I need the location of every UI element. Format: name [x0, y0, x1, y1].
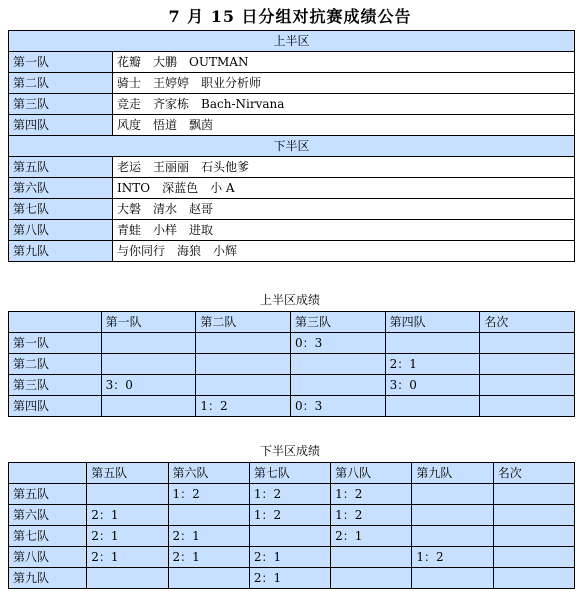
score-cell: [196, 375, 291, 396]
score-cell: [196, 354, 291, 375]
score-cell: [290, 375, 385, 396]
team-members: [113, 199, 575, 220]
score-cell: [493, 568, 574, 589]
score-cell: 2：1: [87, 547, 168, 568]
member-name: 大鹏: [153, 55, 178, 69]
roster-row: [9, 157, 575, 178]
member-name: 大磐: [117, 202, 142, 216]
roster-row: [9, 52, 575, 73]
score-cell: [493, 526, 574, 547]
member-name: INTO: [117, 181, 151, 195]
score-cell: [480, 396, 575, 417]
member-name: 竞走: [117, 97, 142, 111]
column-header: 第七队: [249, 463, 330, 484]
table-row: [9, 526, 575, 547]
member-name: 骑士: [117, 76, 142, 90]
score-cell: 3：0: [385, 375, 480, 396]
member-name: 小样: [153, 223, 178, 237]
member-name: 小 A: [210, 181, 235, 195]
score-cell: [87, 568, 168, 589]
score-cell: 2：1: [385, 354, 480, 375]
table-row: [9, 396, 575, 417]
column-header: 第四队: [385, 312, 480, 333]
score-cell: 0：3: [290, 333, 385, 354]
score-cell: 2：1: [331, 526, 412, 547]
row-header: 第五队: [9, 484, 87, 505]
team-name: 第四队: [9, 115, 113, 136]
team-name: 第一队: [9, 52, 113, 73]
member-name: Bach-Nirvana: [201, 97, 285, 111]
upper-half-header: 上半区: [9, 31, 575, 52]
member-name: 老运: [117, 160, 142, 174]
score-cell: [249, 526, 330, 547]
score-cell: [101, 354, 196, 375]
score-cell: [412, 505, 493, 526]
member-name: 清水: [153, 202, 178, 216]
team-name: 第三队: [9, 94, 113, 115]
column-header: 第五队: [87, 463, 168, 484]
score-cell: [101, 396, 196, 417]
member-name: 深蓝色: [162, 181, 199, 195]
table-row: [9, 505, 575, 526]
team-name: 第五队: [9, 157, 113, 178]
team-members: [113, 157, 575, 178]
header-row: [9, 463, 575, 484]
column-header: 第九队: [412, 463, 493, 484]
score-cell: 2：1: [87, 505, 168, 526]
member-name: 悟道: [153, 118, 178, 132]
score-cell: [331, 547, 412, 568]
score-cell: 2：1: [249, 568, 330, 589]
member-name: 与你同行: [117, 244, 166, 258]
score-cell: [290, 354, 385, 375]
lower-results-caption: 下半区成绩: [259, 444, 320, 458]
lower-half-header-row: [9, 136, 575, 157]
score-cell: 0：3: [290, 396, 385, 417]
team-name: 第八队: [9, 220, 113, 241]
column-header: 第一队: [101, 312, 196, 333]
score-cell: 1：2: [412, 547, 493, 568]
team-members: [113, 73, 575, 94]
column-header: [9, 463, 87, 484]
upper-results-table: [8, 311, 575, 417]
roster-row: [9, 220, 575, 241]
score-cell: [493, 547, 574, 568]
score-cell: [87, 484, 168, 505]
member-name: 职业分析师: [201, 76, 262, 90]
score-cell: 1：2: [249, 505, 330, 526]
score-cell: 2：1: [249, 547, 330, 568]
table-row: [9, 354, 575, 375]
score-cell: [412, 526, 493, 547]
table-row: [9, 333, 575, 354]
score-cell: [493, 484, 574, 505]
row-header: 第一队: [9, 333, 102, 354]
lower-results-table: [8, 462, 575, 589]
column-header: 第二队: [196, 312, 291, 333]
team-members: [113, 115, 575, 136]
score-cell: [480, 333, 575, 354]
header-row: [9, 312, 575, 333]
member-name: OUTMAN: [189, 55, 249, 69]
table-row: [9, 375, 575, 396]
column-header: 第三队: [290, 312, 385, 333]
score-cell: 1：2: [331, 505, 412, 526]
roster-row: [9, 178, 575, 199]
row-header: 第七队: [9, 526, 87, 547]
member-name: 青蛙: [117, 223, 142, 237]
score-cell: 1：2: [168, 484, 249, 505]
score-cell: [385, 396, 480, 417]
team-members: [113, 220, 575, 241]
roster-row: [9, 94, 575, 115]
score-cell: 2：1: [87, 526, 168, 547]
score-cell: 1：2: [196, 396, 291, 417]
row-header: 第六队: [9, 505, 87, 526]
team-name: 第六队: [9, 178, 113, 199]
page-title: 7 月 15 日分组对抗赛成绩公告: [168, 7, 412, 26]
score-cell: 2：1: [168, 526, 249, 547]
team-members: [113, 178, 575, 199]
score-cell: 1：2: [331, 484, 412, 505]
team-members: [113, 241, 575, 262]
member-name: 石头他爹: [201, 160, 250, 174]
team-name: 第七队: [9, 199, 113, 220]
score-cell: 1：2: [249, 484, 330, 505]
roster-row: [9, 241, 575, 262]
member-name: 海狼: [177, 244, 202, 258]
team-name: 第九队: [9, 241, 113, 262]
table-row: [9, 484, 575, 505]
roster-row: [9, 199, 575, 220]
score-cell: [168, 505, 249, 526]
member-name: 飘茵: [189, 118, 214, 132]
row-header: 第二队: [9, 354, 102, 375]
team-name: 第二队: [9, 73, 113, 94]
table-row: [9, 568, 575, 589]
score-cell: [480, 375, 575, 396]
row-header: 第三队: [9, 375, 102, 396]
roster-row: [9, 115, 575, 136]
member-name: 花瓣: [117, 55, 142, 69]
score-cell: [101, 333, 196, 354]
score-cell: [385, 333, 480, 354]
lower-half-header: 下半区: [9, 136, 575, 157]
score-cell: [480, 354, 575, 375]
score-cell: 2：1: [168, 547, 249, 568]
score-cell: [493, 505, 574, 526]
team-members: [113, 52, 575, 73]
score-cell: [196, 333, 291, 354]
score-cell: [412, 484, 493, 505]
column-header: 第八队: [331, 463, 412, 484]
column-header: [9, 312, 102, 333]
table-row: [9, 547, 575, 568]
row-header: 第四队: [9, 396, 102, 417]
member-name: 风度: [117, 118, 142, 132]
row-header: 第八队: [9, 547, 87, 568]
member-name: 王丽丽: [153, 160, 190, 174]
member-name: 小辉: [213, 244, 238, 258]
row-header: 第九队: [9, 568, 87, 589]
column-header: 名次: [493, 463, 574, 484]
upper-results-caption: 上半区成绩: [259, 293, 320, 307]
column-header: 名次: [480, 312, 575, 333]
upper-half-header-row: [9, 31, 575, 52]
roster-table: [8, 30, 575, 262]
member-name: 齐家栋: [153, 97, 190, 111]
member-name: 进取: [189, 223, 214, 237]
roster-row: [9, 73, 575, 94]
column-header: 第六队: [168, 463, 249, 484]
score-cell: [331, 568, 412, 589]
score-cell: [168, 568, 249, 589]
team-members: [113, 94, 575, 115]
member-name: 王婷婷: [153, 76, 190, 90]
score-cell: 3：0: [101, 375, 196, 396]
score-cell: [412, 568, 493, 589]
member-name: 赵哥: [189, 202, 214, 216]
